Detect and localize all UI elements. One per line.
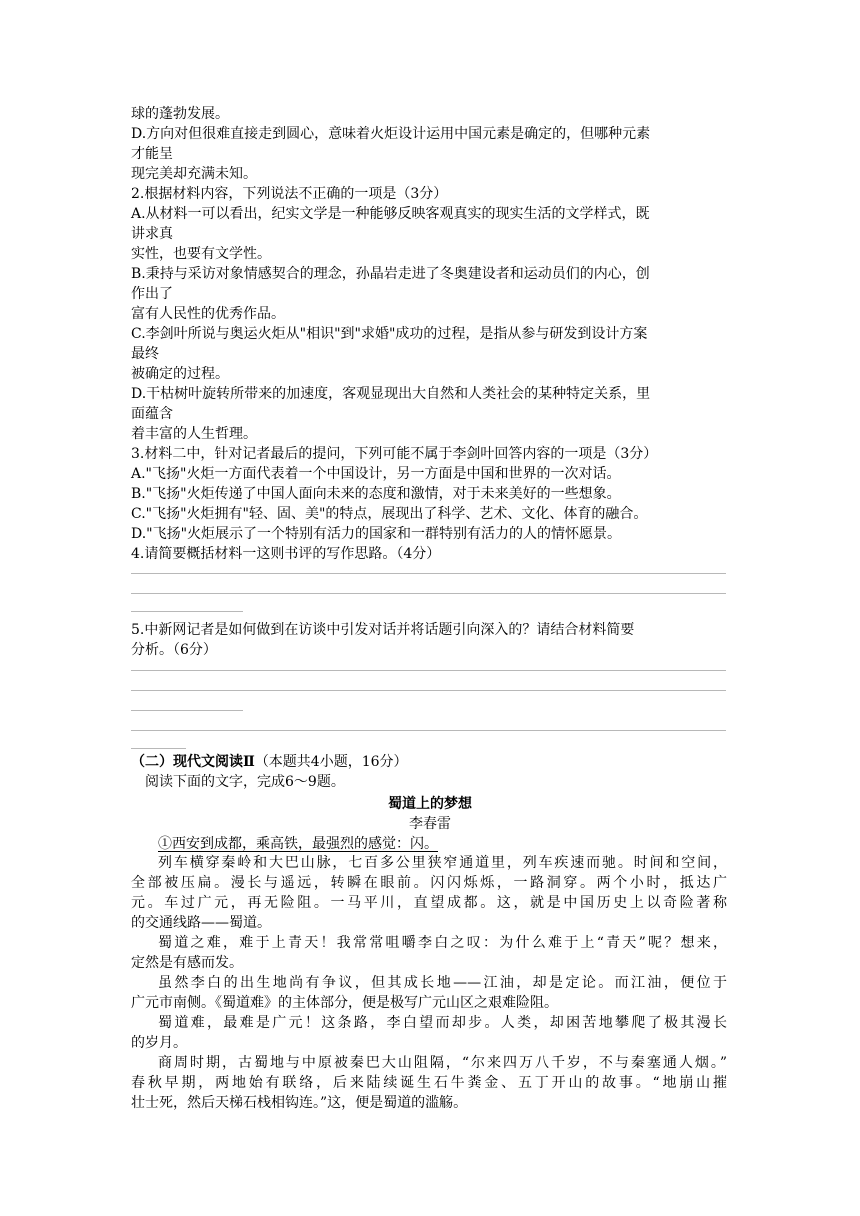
question-stem: 5.中新网记者是如何做到在访谈中引发对话并将话题引向深入的？请结合材料简要: [131, 622, 635, 638]
body-line: 定然是有感而发。: [131, 955, 243, 971]
option-line: 实性，也要有文学性。: [131, 246, 271, 262]
question-stem: 2.根据材料内容，下列说法不正确的一项是（3分）: [131, 186, 448, 202]
paragraph-1: ①西安到成都，乘高铁，最强烈的感觉：闪。: [158, 836, 438, 852]
answer-line[interactable]: [131, 710, 243, 711]
option-a: A."飞扬"火炬一方面代表着一个中国设计，另一方面是中国和世界的一次对话。: [131, 466, 621, 482]
option-line: 被确定的过程。: [131, 366, 229, 382]
body-line: 虽然李白的出生地尚有争议，但其成长地——江油，却是定论。而江油，便位于: [158, 975, 727, 991]
section-heading: [131, 752, 408, 772]
option-line: C.李剑叶所说与奥运火炬从"相识"到"求婚"成功的过程，是指从参与研发到设计方案: [131, 326, 648, 342]
question-stem: 3.材料二中，针对记者最后的提问，下列可能不属于李剑叶回答内容的一项是（3分）: [131, 446, 658, 462]
body-line: 蜀道之难，难于上青天！我常常咀嚼李白之叹：为什么难于上“青天”呢？想来，: [158, 935, 727, 951]
question-stem: 分析。（6分）: [131, 642, 217, 658]
answer-line[interactable]: [131, 670, 726, 671]
option-b: B."飞扬"火炬传递了中国人面向未来的态度和激情，对于未来美好的一些想象。: [131, 486, 621, 502]
answer-line[interactable]: [131, 748, 186, 749]
body-line: 元。车过广元，再无险阻。一马平川，直望成都。这，就是中国历史上以奇险著称: [131, 895, 727, 911]
answer-line[interactable]: [131, 730, 726, 731]
answer-line[interactable]: [131, 593, 726, 594]
body-line: 蜀道难，最难是广元！这条路，李白望而却步。人类，却困苦地攀爬了极其漫长: [158, 1015, 727, 1031]
option-line: A.从材料一可以看出，纪实文学是一种能够反映客观真实的现实生活的文学样式，既: [131, 206, 650, 222]
body-line: 全部被压扁。漫长与遥远，转瞬在眼前。闪闪烁烁，一路洞穿。两个小时，抵达广: [131, 875, 727, 891]
body-line: 的交通线路——蜀道。: [131, 915, 271, 931]
body-line: 列车横穿秦岭和大巴山脉，七百多公里狭窄通道里，列车疾速而驰。时间和空间，: [158, 855, 727, 871]
option-line: 富有人民性的优秀作品。: [131, 306, 285, 322]
option-line: 讲求真: [131, 226, 173, 242]
article-title: 蜀道上的梦想: [388, 796, 472, 812]
text-line: 现完美却充满未知。: [131, 166, 257, 182]
text-line: 才能呈: [131, 146, 173, 162]
section-instruction: 阅读下面的文字，完成6～9题。: [145, 774, 345, 790]
body-line: 广元市南侧。《蜀道难》的主体部分，便是极写广元山区之艰难险阻。: [131, 995, 558, 1011]
option-line: 面蕴含: [131, 406, 173, 422]
body-line: 春秋早期，两地始有联络，后来陆续诞生石牛粪金、五丁开山的故事。“地崩山摧: [131, 1075, 727, 1091]
article-author: 李春雷: [409, 816, 451, 832]
option-d: D."飞扬"火炬展示了一个特别有活力的国家和一群特别有活力的人的情怀愿景。: [131, 526, 622, 542]
option-line: 着丰富的人生哲理。: [131, 426, 257, 442]
option-line: B.秉持与采访对象情感契合的理念，孙晶岩走进了冬奥建设者和运动员们的内心，创: [131, 266, 650, 282]
answer-line[interactable]: [131, 690, 726, 691]
body-line: 商周时期，古蜀地与中原被秦巴大山阻隔，“尔来四万八千岁，不与秦塞通人烟。”: [158, 1055, 727, 1071]
answer-line[interactable]: [131, 573, 726, 574]
option-c: C."飞扬"火炬拥有"轻、固、美"的特点，展现出了科学、艺术、文化、体育的融合。: [131, 506, 648, 522]
body-line: 壮士死，然后天梯石栈相钩连。”这，便是蜀道的滥觞。: [131, 1095, 468, 1111]
body-line: 的岁月。: [131, 1035, 187, 1051]
option-line: D.干枯树叶旋转所带来的加速度，客观显现出大自然和人类社会的某种特定关系，里: [131, 386, 651, 402]
section-heading-title: （二）现代文阅读Ⅱ: [131, 754, 255, 770]
section-heading-note: （本题共4小题，16分）: [254, 754, 408, 770]
option-line: 最终: [131, 346, 159, 362]
option-line: 作出了: [131, 286, 173, 302]
text-line: D.方向对但很难直接走到圆心，意味着火炬设计运用中国元素是确定的，但哪种元素: [131, 126, 651, 142]
question-stem: 4.请简要概括材料一这则书评的写作思路。（4分）: [131, 546, 441, 562]
text-line: 球的蓬勃发展。: [131, 106, 229, 122]
answer-line[interactable]: [131, 611, 243, 612]
